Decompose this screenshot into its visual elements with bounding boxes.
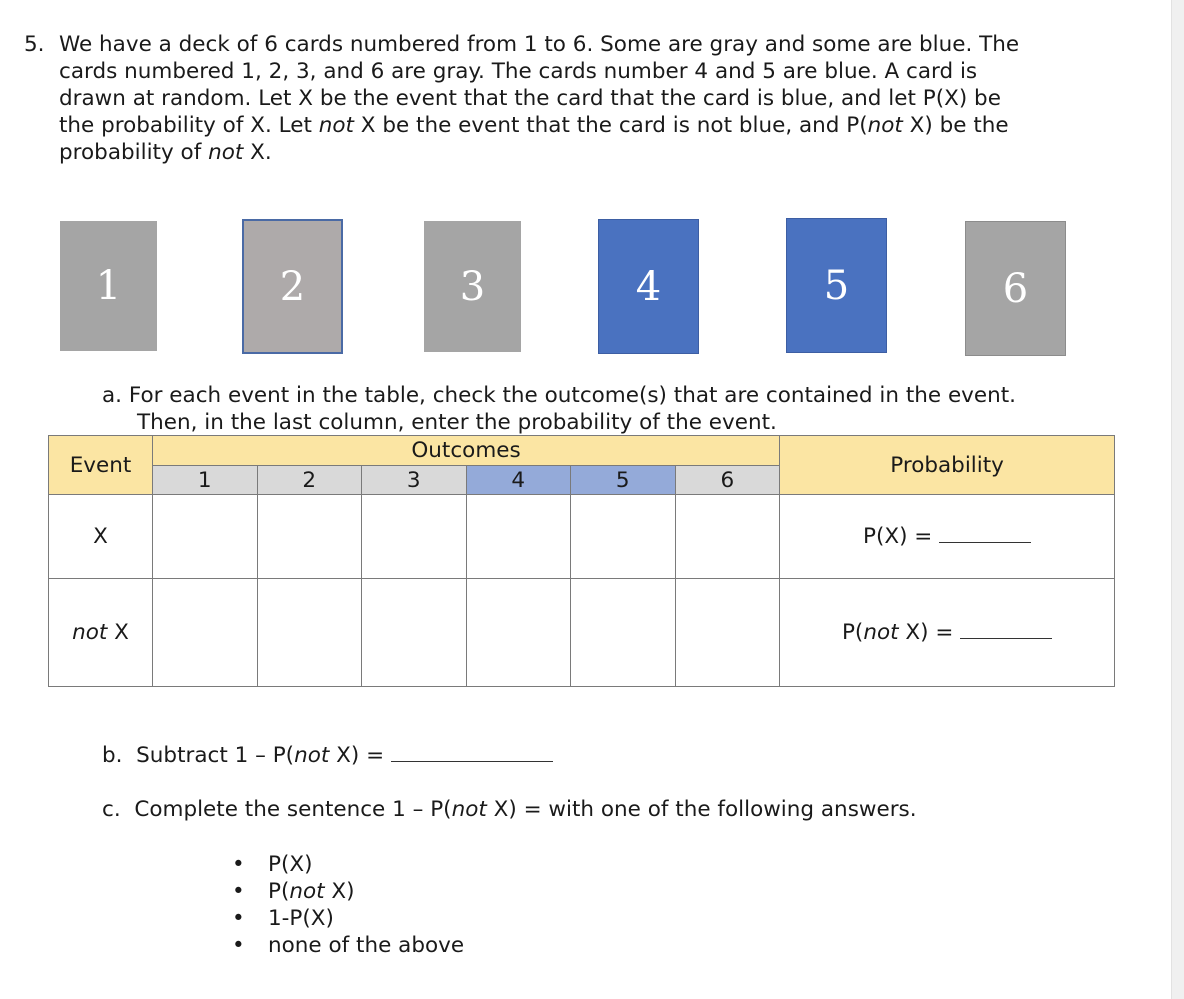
part-c: c. Complete the sentence 1 – P(not X) = with one of the following answers.: [102, 797, 917, 822]
check-cell[interactable]: [675, 579, 780, 687]
part-a-instructions: [102, 382, 1016, 436]
problem-line-1: We have a deck of 6 cards numbered from 1 to 6. Some are gray and some are blue. The: [59, 32, 1020, 57]
part-a-line-2: Then, in the last column, enter the probability of the event.: [137, 410, 777, 435]
check-cell[interactable]: [362, 495, 467, 579]
option-p-not-x: • P(not X): [232, 878, 464, 905]
outcome-header-5: 5: [571, 466, 676, 495]
check-cell[interactable]: [466, 579, 571, 687]
part-c-marker: c.: [102, 797, 121, 822]
event-header: Event: [49, 436, 153, 495]
outcome-header-3: 3: [362, 466, 467, 495]
event-x-label: X: [49, 495, 153, 579]
card-label: 5: [823, 262, 850, 309]
card-label: 6: [1002, 265, 1029, 312]
option-1-minus-p-x: • 1-P(X): [232, 905, 464, 932]
outcome-header-2: 2: [257, 466, 362, 495]
check-cell[interactable]: [153, 579, 258, 687]
card-6: [965, 221, 1066, 356]
card-5: [786, 218, 887, 353]
check-cell[interactable]: [675, 495, 780, 579]
problem-line-3: drawn at random. Let X be the event that the card that the card is blue, and let P(X) be: [59, 86, 1001, 111]
problem-line-4: the probability of X. Let not X be the event that the card is not blue, and P(not X) be the: [59, 113, 1009, 138]
option-p-x: • P(X): [232, 851, 464, 878]
card-label: 4: [635, 263, 662, 310]
event-not-x-label: not X: [49, 579, 153, 687]
part-b-marker: b.: [102, 743, 123, 768]
problem-number: 5.: [24, 32, 45, 57]
part-a-marker: a.: [102, 383, 123, 408]
part-b-answer-blank[interactable]: [391, 743, 553, 762]
card-label: 2: [279, 263, 306, 310]
card-3: [424, 221, 521, 352]
probability-x-label: P(X) =: [862, 524, 933, 549]
card-label: 1: [95, 263, 122, 309]
check-cell[interactable]: [571, 495, 676, 579]
card-4: [598, 219, 699, 354]
scrollbar[interactable]: [1171, 0, 1184, 999]
problem-line-5: probability of not X.: [59, 140, 272, 165]
check-cell[interactable]: [257, 495, 362, 579]
outcome-table: [48, 435, 1115, 687]
part-a-line-1: For each event in the table, check the outcome(s) that are contained in the event.: [128, 383, 1017, 408]
card-1: [60, 221, 157, 351]
probability-not-x-blank[interactable]: [960, 620, 1052, 639]
card-2: [242, 219, 343, 354]
answer-options: [232, 851, 464, 959]
probability-not-x-label: P(not X) =: [841, 620, 954, 645]
probability-x-cell: [780, 495, 1115, 579]
probability-x-blank[interactable]: [939, 524, 1031, 543]
outcome-header-4: 4: [466, 466, 571, 495]
check-cell[interactable]: [153, 495, 258, 579]
outcomes-header: Outcomes: [153, 436, 780, 466]
check-cell[interactable]: [362, 579, 467, 687]
probability-header: Probability: [780, 436, 1115, 495]
option-none: • none of the above: [232, 932, 464, 959]
probability-not-x-cell: [780, 579, 1115, 687]
part-b: b. Subtract 1 – P(not X) =: [102, 743, 553, 768]
check-cell[interactable]: [466, 495, 571, 579]
outcome-header-1: 1: [153, 466, 258, 495]
check-cell[interactable]: [257, 579, 362, 687]
problem-line-2: cards numbered 1, 2, 3, and 6 are gray. The cards number 4 and 5 are blue. A card is: [59, 59, 978, 84]
card-label: 3: [459, 263, 486, 310]
outcome-header-6: 6: [675, 466, 780, 495]
check-cell[interactable]: [571, 579, 676, 687]
